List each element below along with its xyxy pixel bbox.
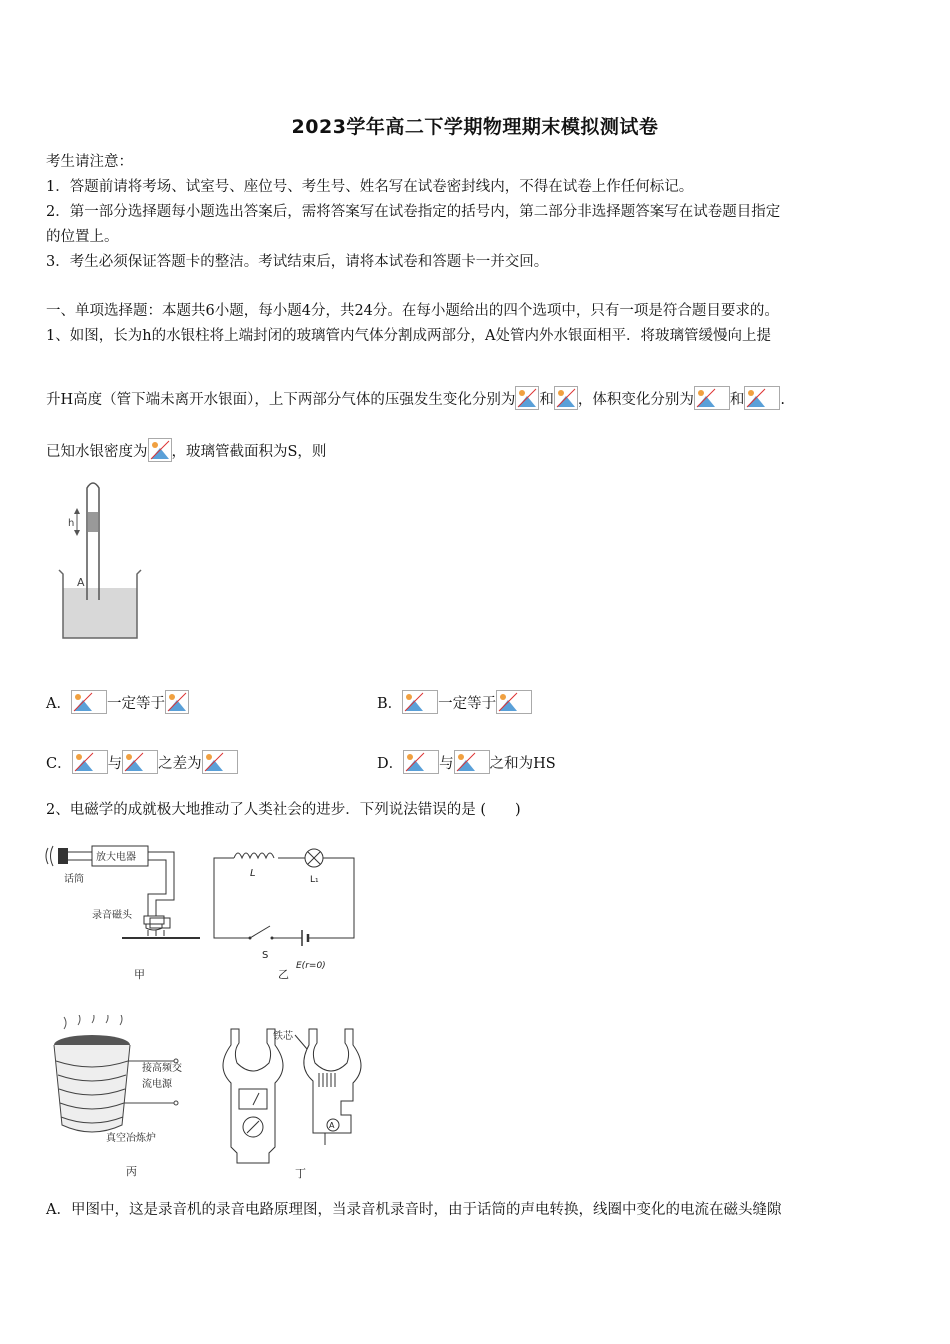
label-amplifier: 放大电器 [96,852,136,863]
q1-text-3a: 已知水银密度为 [46,444,148,460]
caption-yi: 乙 [278,968,289,981]
label-lamp: L₁ [310,875,319,885]
label-power-source: 流电源 [142,1079,172,1090]
label-furnace: 真空冶炼炉 [106,1133,156,1144]
label-emf: E(r=0) [296,961,326,971]
q1-option-a[interactable] [46,690,189,714]
broken-image-icon [403,750,439,774]
fig-jia [44,838,204,988]
page-title: 2023学年高二下学期物理期末模拟测试卷 [291,116,659,138]
broken-image-icon [554,386,578,410]
q1-text-2a: 升H高度（管下端未离开水银面），上下两部分气体的压强发生变化分别为 [46,392,516,408]
broken-image-icon [496,690,532,714]
broken-image-icon [202,750,238,774]
q2-stem: 2、电磁学的成就极大地推动了人类社会的进步．下列说法错误的是 ( ) [46,802,521,818]
label-microphone: 话筒 [64,874,84,885]
q1-option-c[interactable] [46,750,238,774]
q1-tube-figure [55,470,150,645]
option-a-label: A． [46,696,71,712]
notice-item-2: 2．第一部分选择题每小题选出答案后，需将答案写在试卷指定的括号内，第二部分非选择题答案写在试卷题目指定 [46,204,781,220]
section-heading: 一、单项选择题：本题共6小题，每小题4分，共24分。在每小题给出的四个选项中，只有一项是符合题目要求的。 [46,303,779,319]
option-d-label: D． [377,756,404,772]
option-c-text-2: 之差为 [158,756,202,772]
label-record-head: 录音磁头 [92,910,132,921]
fig-bing [44,1015,214,1180]
broken-image-icon [694,386,730,410]
option-c-text-1: 与 [107,756,123,772]
q1-and-2: 和 [729,392,745,408]
option-d-text-1: 与 [439,756,454,772]
label-ammeter: A [329,1121,335,1130]
broken-image-icon [148,438,172,462]
broken-image-icon [744,386,780,410]
q1-line-1: 1、如图，长为h的水银柱将上端封闭的玻璃管内气体分割成两部分，A处管内外水银面相平．将玻璃管缓慢向上提 [46,328,772,344]
notice-item-1: 1．答题前请将考场、试室号、座位号、考生号、姓名写在试卷密封线内，不得在试卷上作任何标记。 [46,179,694,195]
notice-heading: 考生请注意： [46,154,133,170]
option-a-text: 一定等于 [106,696,165,712]
caption-bing: 丙 [126,1165,137,1178]
caption-ding: 丁 [295,1167,306,1180]
broken-image-icon [515,386,539,410]
broken-image-icon [454,750,490,774]
q1-line-3 [46,438,326,462]
q1-option-d[interactable] [377,750,556,774]
option-c-label: C． [46,756,72,772]
q1-text-2b: ，体积变化分别为 [577,392,694,408]
option-b-text: 一定等于 [438,696,497,712]
broken-image-icon [165,690,189,714]
notice-item-3: 3．考生必须保证答题卡的整洁。考试结束后，请将本试卷和答题卡一并交回。 [46,254,549,270]
notice-item-2-cont: 的位置上。 [46,229,119,245]
broken-image-icon [72,750,108,774]
broken-image-icon [122,750,158,774]
q1-period: . [780,392,786,408]
fig-label-h: h [68,518,75,529]
caption-jia: 甲 [134,968,145,981]
label-hf-ac: 接高频交 [142,1063,182,1074]
q1-and-1: 和 [539,392,554,408]
q1-line-2 [46,386,785,410]
option-d-text-2: 之和为HS [489,756,556,772]
q1-text-3b: ，玻璃管截面积为S，则 [171,444,327,460]
fig-label-a: A [77,576,85,589]
q2-option-a[interactable]: A．甲图中，这是录音机的录音电路原理图，当录音机录音时，由于话筒的声电转换，线圈中变化的电流在磁头缝隙 [46,1202,782,1218]
label-iron-core: 铁芯 [273,1031,293,1042]
label-switch: S [262,950,269,961]
fig-ding [215,1017,370,1182]
q1-option-b[interactable] [377,690,532,714]
broken-image-icon [71,690,107,714]
option-b-label: B． [377,696,403,712]
fig-yi [210,842,365,987]
broken-image-icon [402,690,438,714]
label-inductor: L [250,868,256,879]
